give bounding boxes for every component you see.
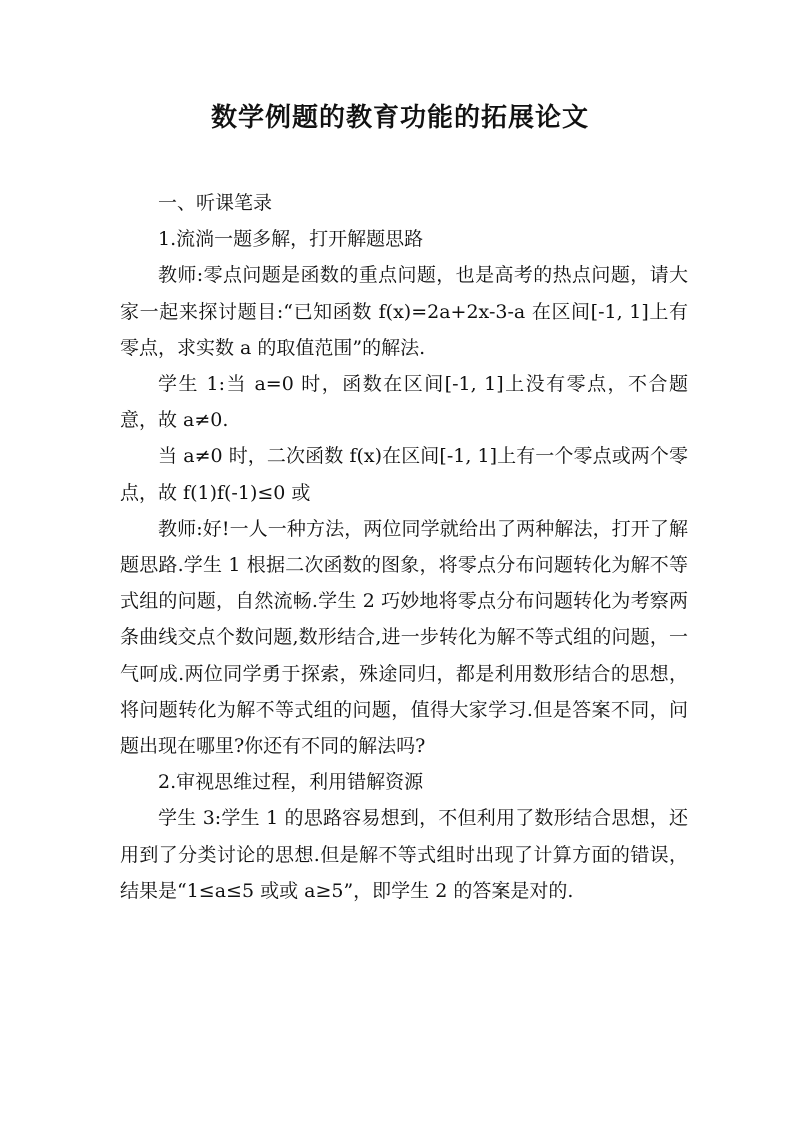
- subsection-heading-examine-thinking: 2.审视思维过程，利用错解资源: [158, 771, 424, 794]
- subsection-heading-multiple-solutions: 1.流淌一题多解，打开解题思路: [158, 228, 424, 251]
- paragraph-student3-analysis: 学生 3:学生 1 的思路容易想到，不但利用了数形结合思想，还用到了分类讨论的思想.但是解不等式组时出现了计算方面的错误，结果是“1≤a≤5 或或 a≥5”，即学生 2 的答案是对的.: [120, 807, 688, 902]
- document-title: 数学例题的教育功能的拓展论文: [210, 103, 589, 133]
- paragraph-student1-case-a-zero: 学生 1:当 a=0 时，函数在区间[-1, 1]上没有零点，不合题意，故 a≠0.: [120, 373, 688, 432]
- document-body: [120, 185, 688, 909]
- paragraph-teacher-question: 教师:零点问题是函数的重点问题，也是高考的热点问题，请大家一起来探讨题目:“已知函数 f(x)=2a+2x-3-a 在区间[-1, 1]上有零点，求实数 a 的取值范围”的解法.: [120, 264, 688, 359]
- paragraph-student1-case-a-nonzero: 当 a≠0 时，二次函数 f(x)在区间[-1, 1]上有一个零点或两个零点，故 f(1)f(-1)≤0 或: [120, 445, 688, 504]
- section-heading-listening-notes: 一、听课笔录: [158, 192, 273, 214]
- paragraph-teacher-comment: 教师:好!一人一种方法，两位同学就给出了两种解法，打开了解题思路.学生 1 根据二次函数的图象，将零点分布问题转化为解不等式组的问题，自然流畅.学生 2 巧妙地将零点分布问题转化为考察两条曲线交点个数问题,数形结合,进一步转化为解不等式组的问题，一气呵成.两位同学勇于探索，殊途同归，都是利用数形结合的思想，将问题转化为解不等式组的问题，值得大家学习.但是答案不同，问题出现在哪里?你还有不同的解法吗?: [120, 517, 688, 758]
